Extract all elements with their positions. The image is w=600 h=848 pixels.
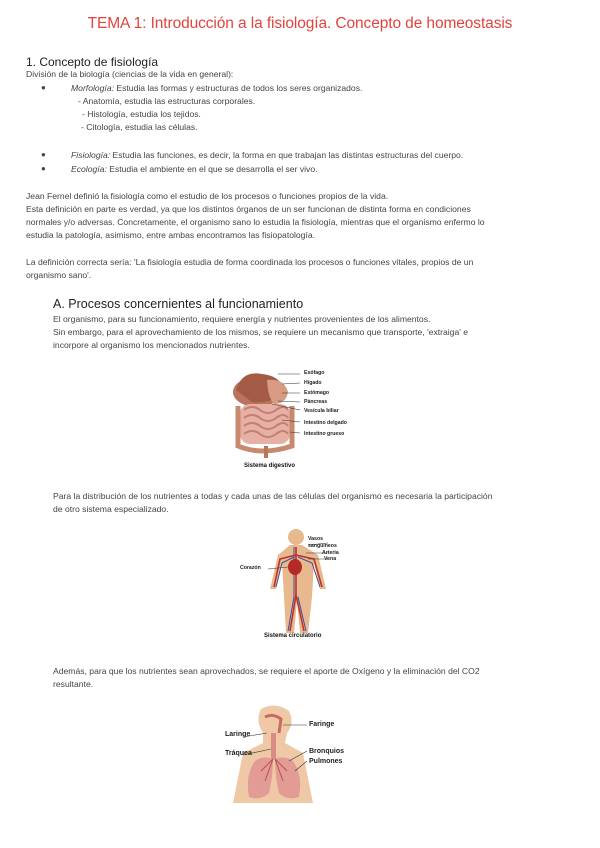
paragraph-line: resultante.	[53, 679, 94, 689]
paragraph-line: Además, para que los nutrientes sean aprovechados, se requiere el aporte de Oxígeno y la eliminación del CO2	[53, 666, 480, 676]
label-faringe: Faringe	[309, 721, 335, 728]
term-morfologia: Morfología:	[71, 83, 114, 93]
section-intro: División de la biología (ciencias de la vida en general):	[26, 69, 234, 79]
label-intestino-grueso: Intestino grueso	[304, 431, 345, 437]
term-ecologia: Ecología:	[71, 164, 107, 174]
sub-item-histologia: - Histología, estudia los tejidos.	[82, 109, 201, 119]
list-item-morfologia	[71, 82, 362, 95]
label-pulmones: Pulmones	[309, 758, 343, 765]
label-traquea: Tráquea	[225, 750, 252, 757]
paragraph-line: Esta definición en parte es verdad, ya que los distintos órganos de un ser funcionan de distinta forma en condiciones	[26, 204, 471, 214]
paragraph-line: incorpore al organismo los mencionados nutrientes.	[53, 340, 250, 350]
section-heading-a: A. Procesos concernientes al funcionamiento	[53, 297, 304, 311]
desc-morfologia: Estudia las formas y estructuras de todos los seres organizados.	[114, 83, 363, 93]
paragraph-line: El organismo, para su funcionamiento, requiere energía y nutrientes provenientes de los alimentos.	[53, 314, 431, 324]
list-item-ecologia	[71, 163, 318, 176]
sub-item-anatomia: - Anatomía, estudia las estructuras corporales.	[78, 96, 256, 106]
paragraph-line: Sin embargo, para el aprovechamiento de los mismos, se requiere un mecanismo que transporte, 'extraiga' e	[53, 327, 469, 337]
desc-ecologia: Estudia el ambiente en el que se desarrolla el ser vivo.	[106, 164, 318, 174]
digestive-illustration	[222, 360, 364, 476]
label-laringe: Laringe	[225, 731, 251, 738]
bullet-icon: ●	[41, 150, 46, 159]
label-vasos: Vasos	[308, 536, 323, 542]
label-pancreas: Páncreas	[304, 399, 328, 405]
paragraph-line: Jean Fernel definió la fisiología como el estudio de los procesos o funciones propios de la vida.	[26, 191, 389, 201]
label-estomago: Estómago	[304, 390, 330, 396]
paragraph-line: La definición correcta sería: 'La fisiología estudia de forma coordinada los procesos o funciones vitales, propios de un	[26, 257, 474, 267]
paragraph-line: normales y/o adversas. Concretamente, el organismo sano lo estudia la fisiología, mientras que el organismo enfermo lo	[26, 217, 485, 227]
paragraph-line: organismo sano'.	[26, 270, 92, 280]
digestive-system-figure	[222, 360, 364, 476]
sub-item-citologia: - Citología, estudia las células.	[81, 122, 198, 132]
label-higado: Hígado	[304, 380, 322, 386]
desc-fisiologia: Estudia las funciones, es decir, la forma en que trabajan las distintas estructuras del cuerpo.	[110, 150, 464, 160]
document-title: TEMA 1: Introducción a la fisiología. Concepto de homeostasis	[87, 15, 513, 32]
paragraph-line: Para la distribución de los nutrientes a todas y cada unas de las células del organismo es necesaria la participación	[53, 491, 493, 501]
bullet-icon: ●	[41, 164, 46, 173]
digestive-caption: Sistema digestivo	[244, 463, 296, 469]
respiratory-system-figure	[203, 703, 355, 807]
paragraph-line: estudia la patología, asimismo, entre ambas encontramos las fisiopatología.	[26, 230, 316, 240]
label-sanguineos: sanguíneos	[308, 543, 337, 549]
label-vena: Vena	[324, 556, 337, 562]
section-heading-1: 1. Concepto de fisiología	[26, 55, 159, 69]
label-intestino-delgado: Intestino delgado	[304, 420, 347, 426]
label-corazon: Corazón	[240, 565, 261, 571]
circulatory-caption: Sistema circulatorio	[264, 633, 322, 639]
term-fisiologia: Fisiología:	[71, 150, 111, 160]
list-item-fisiologia	[71, 149, 463, 162]
label-arteria: Arteria	[322, 550, 339, 556]
label-vesicula: Vesícula biliar	[304, 408, 339, 414]
paragraph-line: de otro sistema especializado.	[53, 504, 169, 514]
label-bronquios: Bronquios	[309, 748, 344, 755]
label-esofago: Esófago	[304, 370, 325, 376]
circulatory-system-figure	[228, 527, 350, 645]
bullet-icon: ●	[41, 83, 46, 92]
